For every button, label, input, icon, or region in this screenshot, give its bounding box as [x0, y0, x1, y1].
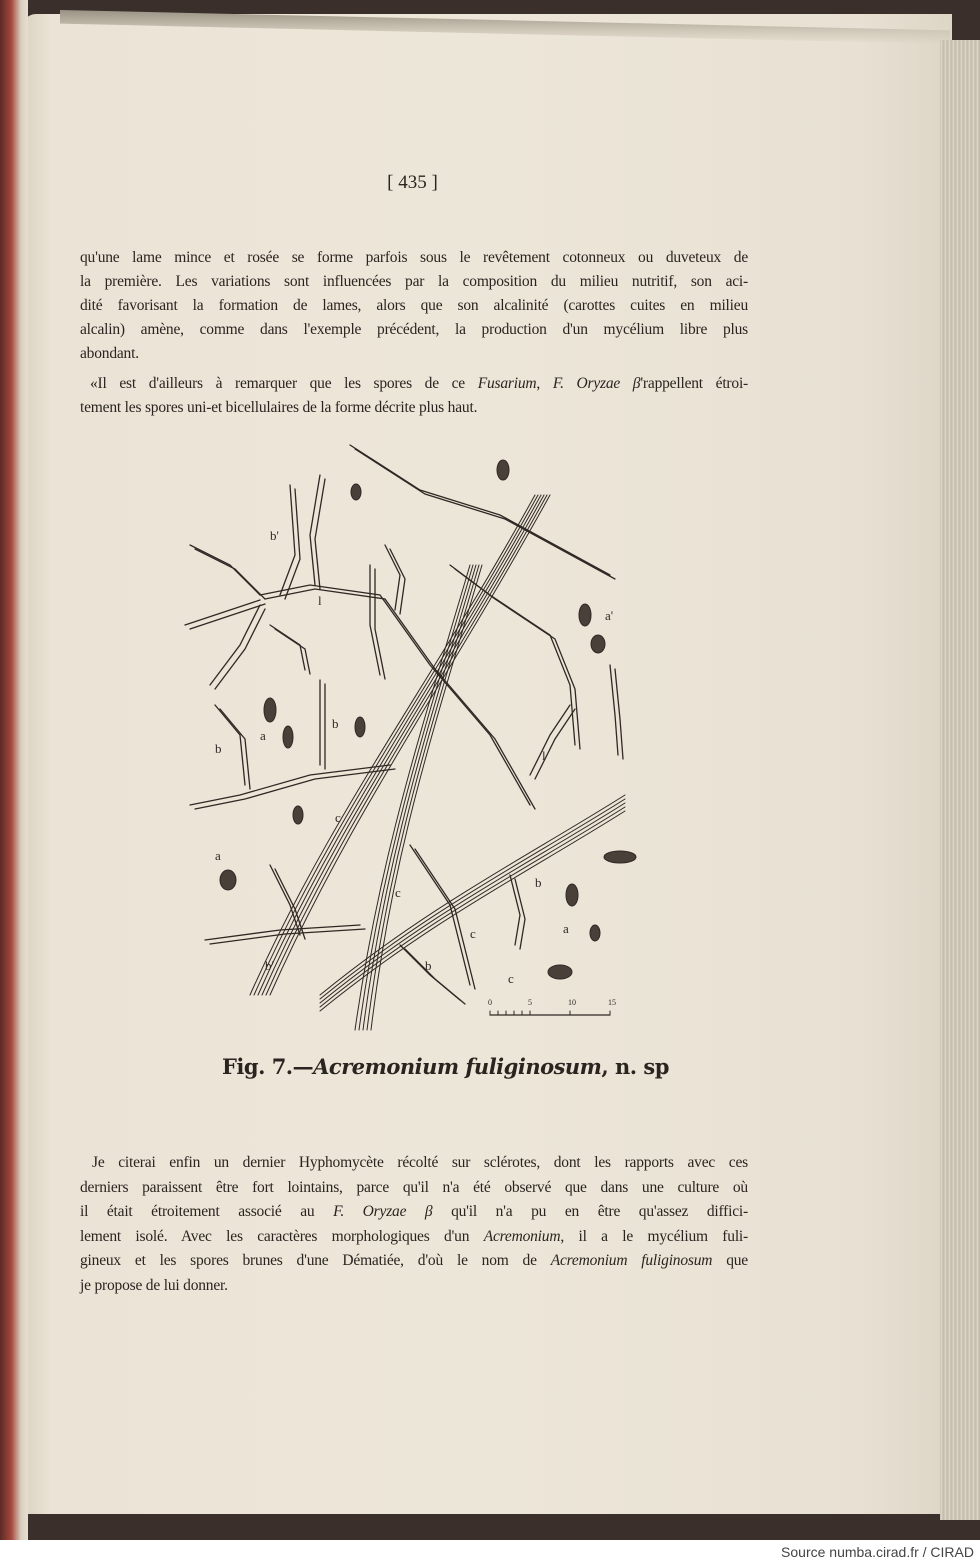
text-segment: 'rappellent étroi-: [640, 375, 749, 392]
italic-text: Acremonium: [483, 1227, 561, 1245]
hypha-stroke: [185, 600, 260, 625]
hypha-stroke: [405, 949, 465, 1004]
text-line: [80, 248, 748, 268]
text-segment: Je citerai enfin un dernier Hyphomycète récolté sur sclérotes, dont les rapports avec ces: [92, 1154, 748, 1171]
spore: [579, 604, 591, 626]
spore: [604, 851, 636, 863]
figure-label: c: [508, 971, 514, 986]
hypha-stroke: [450, 565, 575, 745]
scale-tick-label: 15: [608, 998, 616, 1007]
figure-label: b: [535, 875, 542, 890]
spore: [220, 870, 236, 890]
text-line: [92, 1153, 748, 1173]
scale-tick-label: 10: [568, 998, 576, 1007]
spore: [497, 460, 509, 480]
scale-tick-label: 5: [528, 998, 532, 1007]
figure-label: a: [215, 848, 221, 863]
text-segment: la première. Les variations sont influencées par la composition du milieu nutritif, son aci-: [80, 273, 748, 290]
hypha-stroke: [615, 669, 623, 759]
text-line: [80, 1202, 748, 1222]
figure-label: a': [605, 608, 614, 623]
text-segment: abondant.: [80, 345, 139, 362]
text-line: [80, 296, 748, 316]
figure-label: c: [470, 926, 476, 941]
text-segment: il était étroitement associé au: [80, 1203, 334, 1220]
figure-label: b': [270, 528, 279, 543]
text-segment: dité favorisant la formation de lames, alors que son alcalinité (carottes cuites en milieu: [80, 297, 748, 314]
text-line: [80, 272, 748, 292]
text-line: [80, 398, 748, 418]
text-line: [80, 320, 748, 340]
figure-label: b': [265, 958, 274, 973]
text-segment: alcalin) amène, comme dans l'exemple précédent, la production d'un mycélium libre plus: [80, 321, 748, 338]
italic-text: F. Oryzae β: [333, 1203, 433, 1220]
italic-text: Fusarium: [477, 375, 537, 392]
page-stack-edge: [940, 40, 980, 1520]
text-segment: ,: [536, 375, 553, 392]
text-line: [80, 1178, 748, 1198]
hypha-stroke: [530, 705, 570, 775]
spore: [590, 925, 600, 941]
text-line: [80, 1276, 748, 1296]
hypha-stroke: [535, 709, 575, 779]
text-segment: gineux et les spores brunes d'une Dématiée, d'où le nom de: [80, 1252, 551, 1269]
fuliginous-trunk: [270, 495, 550, 995]
hypha-stroke: [190, 545, 260, 595]
figure-label: a: [563, 921, 569, 936]
hypha-stroke: [215, 609, 265, 689]
fuliginous-trunk: [266, 495, 547, 995]
text-segment: qu'une lame mince et rosée se forme parfois sous le revêtement cotonneux ou duveteux de: [80, 249, 748, 266]
caption-suffix: , n. sp: [601, 1054, 669, 1079]
figure-label: a: [260, 728, 266, 743]
text-segment: je propose de lui donner.: [80, 1276, 228, 1294]
hypha-stroke: [285, 489, 300, 599]
hypha-stroke: [270, 625, 305, 670]
spore: [293, 806, 303, 824]
hypha-stroke: [220, 709, 250, 789]
figure-label: l: [542, 748, 546, 763]
figure-illustration: [170, 435, 640, 1045]
scale-tick-label: 0: [488, 998, 492, 1007]
text-segment: , il a le mycélium fuli-: [560, 1227, 748, 1245]
source-credit: Source numba.cirad.fr / CIRAD: [781, 1544, 974, 1560]
book-binding: [0, 0, 28, 1540]
caption-prefix: Fig. 7.—: [222, 1054, 314, 1079]
text-segment: «Il est d'ailleurs à remarquer que les spores de ce: [90, 375, 478, 392]
hypha-stroke: [455, 569, 580, 749]
spore: [355, 717, 365, 737]
spore: [264, 698, 276, 722]
hypha-stroke: [260, 585, 530, 805]
caption-species: Acremonium fuliginosum: [313, 1054, 602, 1079]
spore: [591, 635, 605, 653]
spore: [283, 726, 293, 748]
hypha-stroke: [210, 605, 260, 685]
hypha-stroke: [610, 665, 618, 755]
figure-label: b: [425, 958, 432, 973]
text-segment: que: [712, 1252, 748, 1269]
text-segment: tement les spores uni-et bicellulaires de la forme décrite plus haut.: [80, 399, 478, 416]
page-number: [ 435 ]: [387, 172, 438, 193]
italic-text: F. Oryzae β: [552, 375, 641, 392]
hypha-stroke: [355, 449, 615, 579]
text-segment: lement isolé. Avec les caractères morphologiques d'un: [80, 1227, 484, 1245]
text-segment: qu'il n'a pu en être qu'assez diffici-: [432, 1203, 748, 1220]
figure-label: c: [335, 810, 341, 825]
text-line: [80, 1251, 748, 1271]
spore: [548, 965, 572, 979]
hypha-stroke: [375, 569, 385, 679]
figure-label: b: [215, 741, 222, 756]
figure-label: b: [332, 716, 339, 731]
figure-label: c: [395, 885, 401, 900]
text-line: [80, 1227, 748, 1247]
text-segment: derniers paraissent être fort lointains, parce qu'il n'a été observé que dans une culture où: [80, 1178, 748, 1196]
text-line: [80, 344, 748, 364]
italic-text: Acremonium fuliginosum: [550, 1252, 713, 1269]
figure-label: l: [318, 593, 322, 608]
text-line: [90, 374, 748, 394]
spore: [566, 884, 578, 906]
hypha-stroke: [510, 875, 520, 945]
figure-caption: [222, 1054, 669, 1079]
hypha-stroke: [195, 549, 265, 599]
spore: [351, 484, 361, 500]
